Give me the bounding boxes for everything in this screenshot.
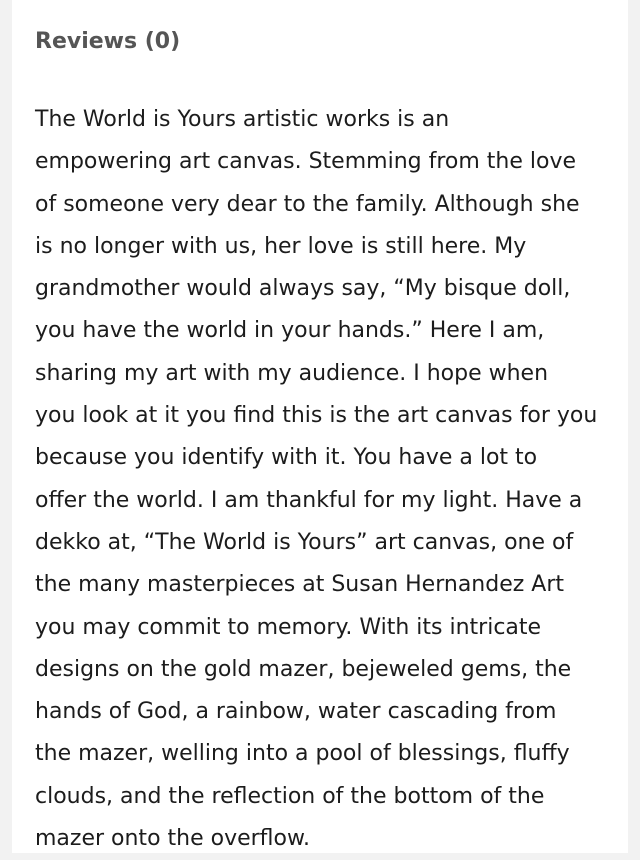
description-line: sharing my art with my audience. I hope when: [35, 360, 549, 386]
description-line: The World is Yours artistic works is an: [35, 107, 450, 132]
description-line: hands of God, a rainbow, water cascading from: [35, 699, 557, 725]
description-line: you look at it you find this is the art canvas for you: [35, 403, 598, 429]
description-line: the many masterpieces at Susan Hernandez Art: [35, 572, 564, 598]
description-line: of someone very dear to the family. Although she: [35, 191, 580, 217]
description-line: is no longer with us, her love is still here. My: [35, 233, 527, 259]
description-line: clouds, and the reflection of the bottom of the: [35, 783, 545, 809]
description-line: you have the world in your hands.” Here I am,: [35, 318, 545, 344]
description-line: offer the world. I am thankful for my light. Have a: [35, 487, 583, 513]
description-line: designs on the gold mazer, bejeweled gems, the: [35, 656, 572, 682]
product-description-panel: [12, 0, 628, 853]
reviews-tab-heading[interactable]: Reviews (0): [35, 29, 181, 54]
description-line: empowering art canvas. Stemming from the love: [35, 149, 577, 175]
description-line: because you identify with it. You have a lot to: [35, 445, 538, 471]
product-description: [35, 99, 613, 860]
description-line: grandmother would always say, “My bisque doll,: [35, 276, 571, 302]
description-line: you may commit to memory. With its intricate: [35, 614, 542, 640]
description-line: mazer onto the overflow.: [35, 826, 310, 852]
description-line: the mazer, welling into a pool of blessings, fluffy: [35, 741, 570, 767]
description-line: dekko at, “The World is Yours” art canvas, one of: [35, 529, 574, 555]
